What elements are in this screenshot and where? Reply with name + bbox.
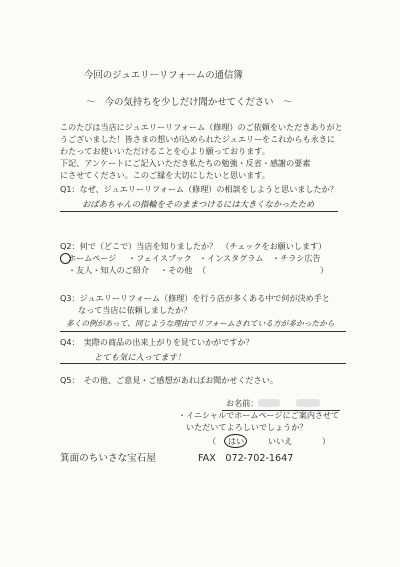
q3-question-line1: Q3：ジュエリーリフォーム（修理）を行う店が多くある中で何が決め手と (60, 293, 330, 303)
name-label: お名前： (226, 398, 259, 408)
q4-question: Q4： 実際の商品の出来上がりを見ていかがですか？ (60, 337, 254, 347)
yes-no-paren-open: （ (208, 436, 217, 446)
page-subtitle: ～ 今の気持ちを少しだけ聞かせてください ～ (86, 97, 293, 108)
intro-line: うございました！皆さまの想いが込められたジュエリーをこれからも永きに (60, 134, 336, 144)
q2-option-instagram: ・インスタグラム (199, 253, 264, 263)
q2-option-facebook: ・フェイスブック (128, 253, 192, 263)
yes-option: はい (228, 436, 245, 446)
q1-answer-line (60, 211, 338, 212)
no-option: いいえ (268, 436, 293, 446)
page-title: 今回のジュエリーリフォームの通信簿 (84, 70, 243, 81)
q4-answer: とても気に入ってます！ (94, 352, 186, 362)
q3-question-line2: なって当店に依頼しましたか？ (78, 305, 192, 315)
intro-line: にさせてください。このご縁を大切にしたいと思います。 (60, 170, 270, 180)
shop-name: 箕面のちいさな宝石屋 (60, 453, 156, 464)
intro-line: このたびは当店にジュエリーリフォーム（修理）のご依頼をいただきありがと (60, 122, 343, 132)
initial-permission-line1: ・イニシャルでホームページにご案内させて (178, 410, 340, 420)
q1-question: Q1：なぜ、ジュエリーリフォーム（修理）の相談をしようと思いましたか？ (60, 184, 338, 194)
redacted-name-mark (296, 399, 320, 407)
intro-line: わたってお使いいただけることを心より願っております。 (60, 146, 270, 156)
redacted-name-mark (258, 399, 280, 407)
q3-answer-line (60, 331, 346, 332)
q2-option-referral: ・友人・知人のご紹介 (68, 265, 149, 275)
q2-option-other: ・その他 (160, 265, 193, 275)
fax-number: FAX 072-702-1647 (198, 453, 294, 464)
q5-question: Q5： その他、ご意見・ご感想があればお聞かせください。 (60, 375, 278, 385)
yes-no-paren-close: ） (322, 436, 331, 446)
q2-option-homepage: ホームページ (68, 253, 117, 263)
q2-other-paren-open: （ (198, 265, 207, 275)
q2-question: Q2：何で（どこで）当店を知りましたか？ （チェックをお願いします） (60, 241, 327, 251)
intro-line: 下記、アンケートにご記入いただき私たちの勉強・反省・感謝の要素 (60, 158, 311, 168)
initial-permission-line2: いただいてよろしいでしょうか？ (186, 422, 308, 432)
q2-option-flyer: ・チラシ広告 (272, 253, 321, 263)
q4-answer-line (60, 363, 346, 364)
q1-answer: おばあちゃんの指輪をそのままつけるには大きくなかったため (82, 199, 315, 209)
q3-answer: 多くの例があって、同じような理由でリフォームされている方が多かったから (66, 319, 335, 328)
q2-other-paren-close: ） (320, 265, 329, 275)
